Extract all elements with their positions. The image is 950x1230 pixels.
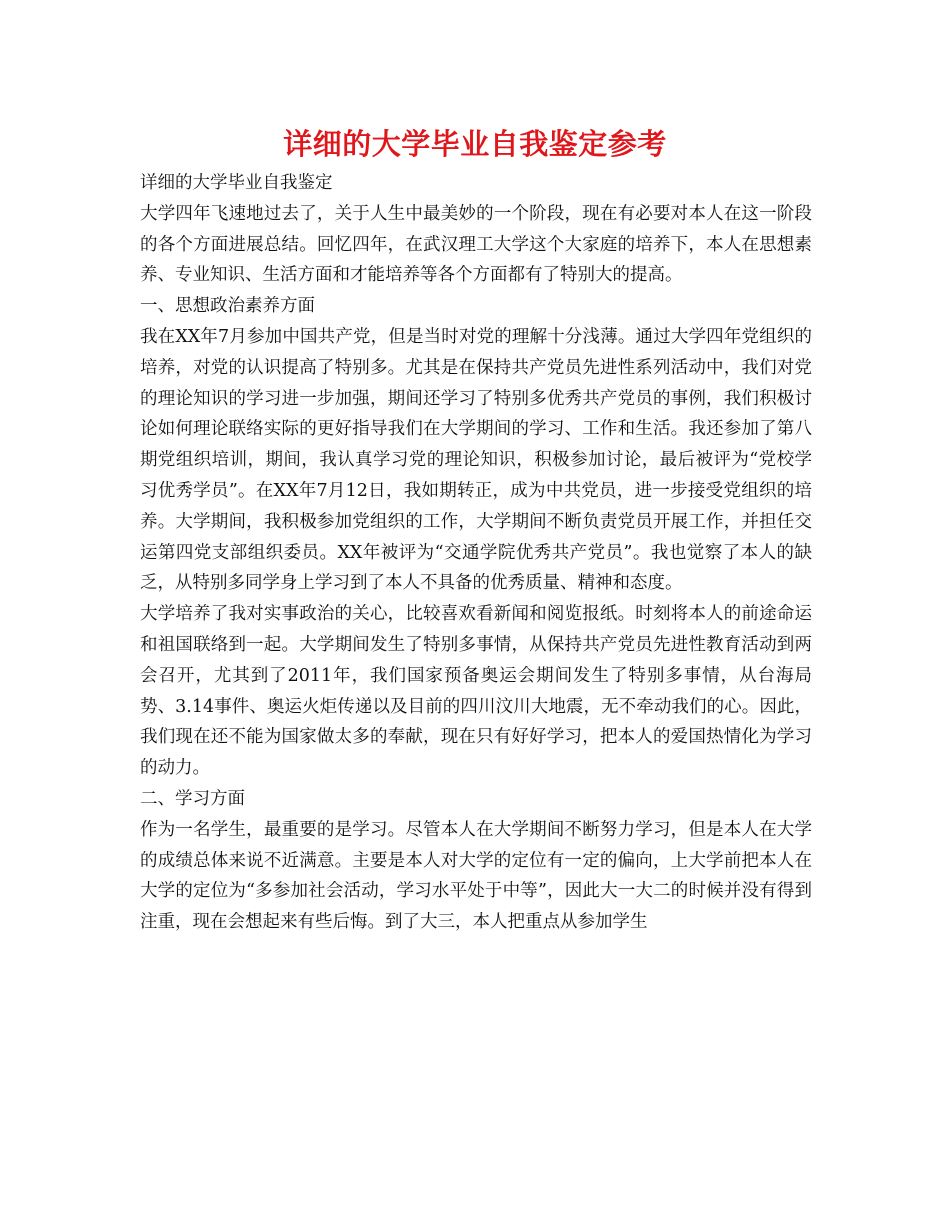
section-heading-study: 二、学习方面 [140,788,245,809]
document-title: 详细的大学毕业自我鉴定参考 [283,127,667,161]
political-paragraph-2: 大学培养了我对实事政治的关心，比较喜欢看新闻和阅览报纸。时刻将本人的前途命运和祖国联络到一起。大学期间发生了特别多事情，从保持共产党员先进性教育活动到两会召开，尤其到了2011年，我们国家预备奥运会期间发生了特别多事情，从台海局势、3.14事件、奥运火炬传递以及目前的四川汶川大地震，无不牵动我们的心。因此，我们现在还不能为国家做太多的奉献，现在只有好好学习，把本人的爱国热情化为学习的动力。 [140,604,812,779]
study-paragraph-1: 作为一名学生，最重要的是学习。尽管本人在大学期间不断努力学习，但是本人在大学的成绩总体来说不近满意。主要是本人对大学的定位有一定的偏向，上大学前把本人在大学的定位为“多参加社会活动，学习水平处于中等”，因此大一大二的时候并没有得到注重，现在会想起来有些后悔。到了大三，本人把重点从参加学生 [140,819,812,933]
political-paragraph-1: 我在XX年7月参加中国共产党，但是当时对党的理解十分浅薄。通过大学四年党组织的培养，对党的认识提高了特别多。尤其是在保持共产党员先进性系列活动中，我们对党的理论知识的学习进一步加强，期间还学习了特别多优秀共产党员的事例，我们积极讨论如何理论联络实际的更好指导我们在大学期间的学习、工作和生活。我还参加了第八期党组织培训，期间，我认真学习党的理论知识，积极参加讨论，最后被评为“党校学习优秀学员”。在XX年7月12日，我如期转正，成为中共党员，进一步接受党组织的培养。大学期间，我积极参加党组织的工作，大学期间不断负责党员开展工作，并担任交运第四党支部组织委员。XX年被评为“交通学院优秀共产党员”。我也觉察了本人的缺乏，从特别多同学身上学习到了本人不具备的优秀质量、精神和态度。 [140,326,812,594]
intro-paragraph: 大学四年飞速地过去了，关于人生中最美妙的一个阶段，现在有必要对本人在这一阶段的各个方面进展总结。回忆四年，在武汉理工大学这个大家庭的培养下，本人在思想素养、专业知识、生活方面和才能培养等各个方面都有了特别大的提高。 [140,203,812,286]
section-heading-political: 一、思想政治素养方面 [140,296,315,317]
document-body [140,168,812,938]
subtitle-paragraph: 详细的大学毕业自我鉴定 [140,173,333,193]
